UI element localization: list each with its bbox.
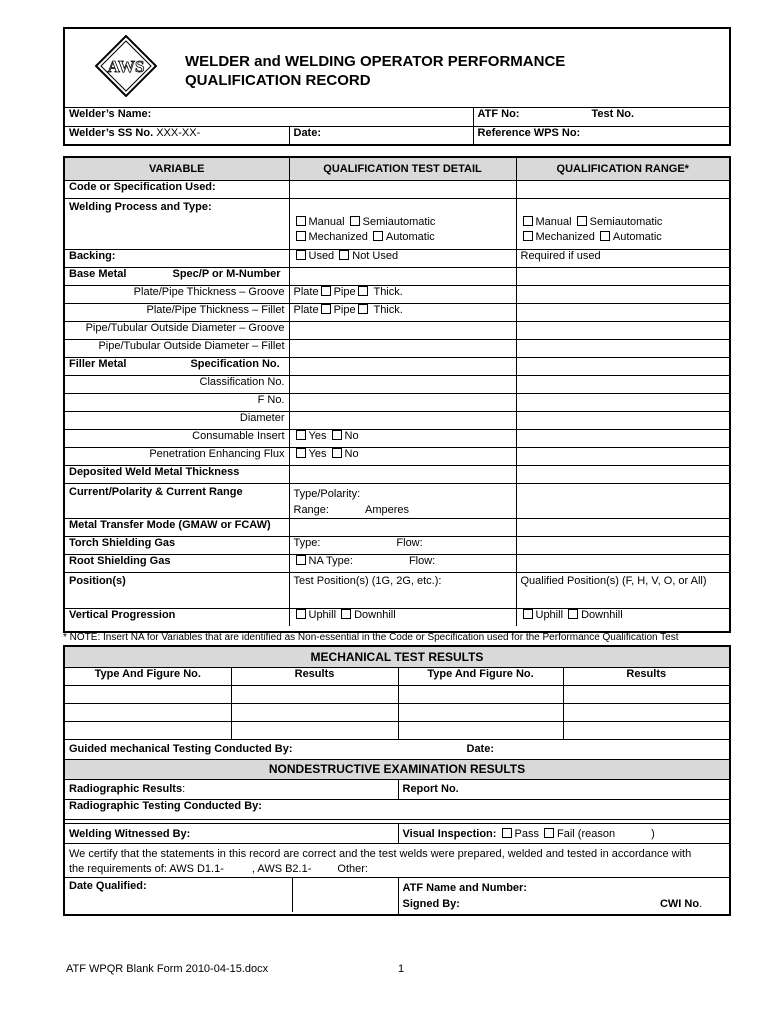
not-used-checkbox[interactable] [339, 250, 349, 260]
od-groove-detail[interactable] [289, 321, 516, 339]
footer-page-number: 1 [398, 963, 405, 975]
mech-conducted-by[interactable]: Guided mechanical Testing Conducted By: Date: [65, 739, 729, 759]
col-range: QUALIFICATION RANGE* [516, 158, 729, 180]
consumable-insert-range[interactable] [516, 429, 729, 447]
deposited-range[interactable] [516, 465, 729, 483]
groove-plate-checkbox[interactable] [321, 286, 331, 296]
variables-frame [63, 156, 731, 633]
positions-label: Position(s) [65, 572, 289, 608]
reference-wps-field[interactable]: Reference WPS No: [473, 126, 729, 144]
mech-cell[interactable] [65, 721, 231, 739]
f-no-detail[interactable] [289, 393, 516, 411]
mech-cell[interactable] [398, 721, 563, 739]
range-downhill-checkbox[interactable] [568, 609, 578, 619]
pen-flux-range[interactable] [516, 447, 729, 465]
positions-detail[interactable]: Test Position(s) (1G, 2G, etc.): [289, 572, 516, 608]
form-header [65, 29, 729, 108]
positions-range[interactable]: Qualified Position(s) (F, H, V, O, or All) [516, 572, 729, 608]
f-no-range[interactable] [516, 393, 729, 411]
welder-name-field[interactable]: Welder’s Name: [65, 108, 473, 126]
pen-flux-detail: Yes No [289, 447, 516, 465]
flux-yes-checkbox[interactable] [296, 448, 306, 458]
fail-checkbox[interactable] [544, 828, 554, 838]
backing-detail: Used Not Used [289, 249, 516, 267]
nde-title: NONDESTRUCTIVE EXAMINATION RESULTS [65, 759, 729, 779]
groove-thickness-label: Plate/Pipe Thickness – Groove [65, 285, 289, 303]
f-no-label: F No. [65, 393, 289, 411]
fillet-thickness-range[interactable] [516, 303, 729, 321]
range-semiautomatic-checkbox[interactable] [577, 216, 587, 226]
od-groove-range[interactable] [516, 321, 729, 339]
range-uphill-checkbox[interactable] [523, 609, 533, 619]
form-title-line1: WELDER and WELDING OPERATOR PERFORMANCE [185, 53, 566, 70]
transfer-label: Metal Transfer Mode (GMAW or FCAW) [65, 518, 289, 536]
welder-info-table [65, 108, 729, 144]
classification-detail[interactable] [289, 375, 516, 393]
flux-no-checkbox[interactable] [332, 448, 342, 458]
mech-cell[interactable] [231, 703, 398, 721]
insert-no-checkbox[interactable] [332, 430, 342, 440]
base-metal-label: Base Metal Spec/P or M-Number [65, 267, 289, 285]
diameter-range[interactable] [516, 411, 729, 429]
mech-col-results-1: Results [231, 667, 398, 685]
torch-gas-detail[interactable]: Type: Flow: [289, 536, 516, 554]
mech-cell[interactable] [231, 685, 398, 703]
visual-inspection: Visual Inspection: Pass Fail (reason ) [398, 824, 729, 844]
root-gas-range[interactable] [516, 554, 729, 572]
form-frame [63, 27, 731, 146]
vertical-label: Vertical Progression [65, 608, 289, 626]
base-metal-range[interactable] [516, 267, 729, 285]
col-variable: VARIABLE [65, 158, 289, 180]
vertical-detail: Uphill Downhill [289, 608, 516, 626]
footer-filename: ATF WPQR Blank Form 2010-04-15.docx [66, 963, 269, 975]
mech-col-results-2: Results [563, 667, 729, 685]
mech-cell[interactable] [65, 703, 231, 721]
classification-label: Classification No. [65, 375, 289, 393]
form-title-line2: QUALIFICATION RECORD [185, 72, 371, 89]
welding-witnessed[interactable]: Welding Witnessed By: [65, 824, 398, 844]
mech-cell[interactable] [65, 685, 231, 703]
consumable-insert-detail: Yes No [289, 429, 516, 447]
mech-cell[interactable] [398, 703, 563, 721]
transfer-detail[interactable] [289, 518, 516, 536]
variables-note: * NOTE: Insert NA for Variables that are identified as Non-essential in the Code or Specification used for the Performance Qualification Test [63, 632, 679, 643]
torch-gas-label: Torch Shielding Gas [65, 536, 289, 554]
welding-process-range: Manual Semiautomatic Mechanized Automatic [516, 198, 729, 249]
radiographic-results[interactable]: Radiographic Results: [65, 780, 398, 800]
table-row [65, 685, 729, 703]
od-fillet-label: Pipe/Tubular Outside Diameter – Fillet [65, 339, 289, 357]
table-row [65, 721, 729, 739]
mech-cell[interactable] [563, 685, 729, 703]
mech-cell[interactable] [398, 685, 563, 703]
range-mechanized-checkbox[interactable] [523, 231, 533, 241]
diameter-label: Diameter [65, 411, 289, 429]
fillet-plate-checkbox[interactable] [321, 304, 331, 314]
groove-thickness-detail: Plate Pipe Thick. [289, 285, 516, 303]
aws-logo-icon [95, 35, 157, 97]
insert-yes-checkbox[interactable] [296, 430, 306, 440]
backing-label: Backing: [65, 249, 289, 267]
consumable-insert-label: Consumable Insert [65, 429, 289, 447]
mechanical-title: MECHANICAL TEST RESULTS [65, 647, 729, 667]
root-gas-label: Root Shielding Gas [65, 554, 289, 572]
range-automatic-checkbox[interactable] [600, 231, 610, 241]
semiautomatic-checkbox[interactable] [350, 216, 360, 226]
current-range[interactable] [516, 483, 729, 518]
rt-conducted-by[interactable]: Radiographic Testing Conducted By: [65, 800, 729, 820]
mech-col-type-1: Type And Figure No. [65, 667, 231, 685]
welding-process-detail: Manual Semiautomatic Mechanized Automatic [289, 198, 516, 249]
date-field[interactable]: Date: [289, 126, 473, 144]
deposited-label: Deposited Weld Metal Thickness [65, 465, 289, 483]
mechanical-table [65, 647, 729, 780]
certification-statement: We certify that the statements in this record are correct and the test welds were prepared, welded and tested in accordance with the requirements of: AWS D1.1- , AWS B2.1- Other: [65, 844, 729, 878]
vertical-range: Uphill Downhill [516, 608, 729, 626]
groove-thickness-range[interactable] [516, 285, 729, 303]
groove-pipe-checkbox[interactable] [358, 286, 368, 296]
ss-no-field[interactable]: Welder’s SS No. XXX-XX- [65, 126, 289, 144]
manual-checkbox[interactable] [296, 216, 306, 226]
torch-gas-range[interactable] [516, 536, 729, 554]
results-frame [63, 645, 731, 916]
fillet-pipe-checkbox[interactable] [358, 304, 368, 314]
mech-cell[interactable] [231, 721, 398, 739]
classification-range[interactable] [516, 375, 729, 393]
mech-cell[interactable] [563, 721, 729, 739]
od-groove-label: Pipe/Tubular Outside Diameter – Groove [65, 321, 289, 339]
mech-cell[interactable] [563, 703, 729, 721]
code-spec-label: Code or Specification Used: [65, 180, 289, 198]
fillet-thickness-label: Plate/Pipe Thickness – Fillet [65, 303, 289, 321]
date-qualified[interactable]: Date Qualified: [65, 878, 398, 914]
col-test-detail: QUALIFICATION TEST DETAIL [289, 158, 516, 180]
variables-table [65, 158, 729, 626]
used-checkbox[interactable] [296, 250, 306, 260]
pen-flux-label: Penetration Enhancing Flux [65, 447, 289, 465]
uphill-checkbox[interactable] [296, 609, 306, 619]
code-spec-range[interactable] [516, 180, 729, 198]
range-manual-checkbox[interactable] [523, 216, 533, 226]
filler-metal-label: Filler Metal Specification No. [65, 357, 289, 375]
fillet-thickness-detail: Plate Pipe Thick. [289, 303, 516, 321]
base-metal-detail[interactable] [289, 267, 516, 285]
downhill-checkbox[interactable] [341, 609, 351, 619]
filler-spec-detail[interactable] [289, 357, 516, 375]
current-detail[interactable]: Type/Polarity: Range: Amperes [289, 483, 516, 518]
welding-process-label: Welding Process and Type: [65, 198, 289, 249]
logo-text: AWS [107, 57, 145, 76]
backing-range: Required if used [516, 249, 729, 267]
root-gas-detail: NA Type: Flow: [289, 554, 516, 572]
od-fillet-detail[interactable] [289, 339, 516, 357]
mechanized-checkbox[interactable] [296, 231, 306, 241]
current-label: Current/Polarity & Current Range [65, 483, 289, 518]
filler-spec-range[interactable] [516, 357, 729, 375]
pass-checkbox[interactable] [502, 828, 512, 838]
code-spec-detail[interactable] [289, 180, 516, 198]
table-row [65, 703, 729, 721]
od-fillet-range[interactable] [516, 339, 729, 357]
diameter-detail[interactable] [289, 411, 516, 429]
atf-test-no-field[interactable]: ATF No: Test No. [473, 108, 729, 126]
nde-table [65, 780, 729, 914]
mech-col-type-2: Type And Figure No. [398, 667, 563, 685]
deposited-detail[interactable] [289, 465, 516, 483]
report-no[interactable]: Report No. [398, 780, 729, 800]
atf-signature[interactable]: ATF Name and Number: Signed By: CWI No. [398, 878, 729, 914]
automatic-checkbox[interactable] [373, 231, 383, 241]
transfer-range[interactable] [516, 518, 729, 536]
root-na-checkbox[interactable] [296, 555, 306, 565]
